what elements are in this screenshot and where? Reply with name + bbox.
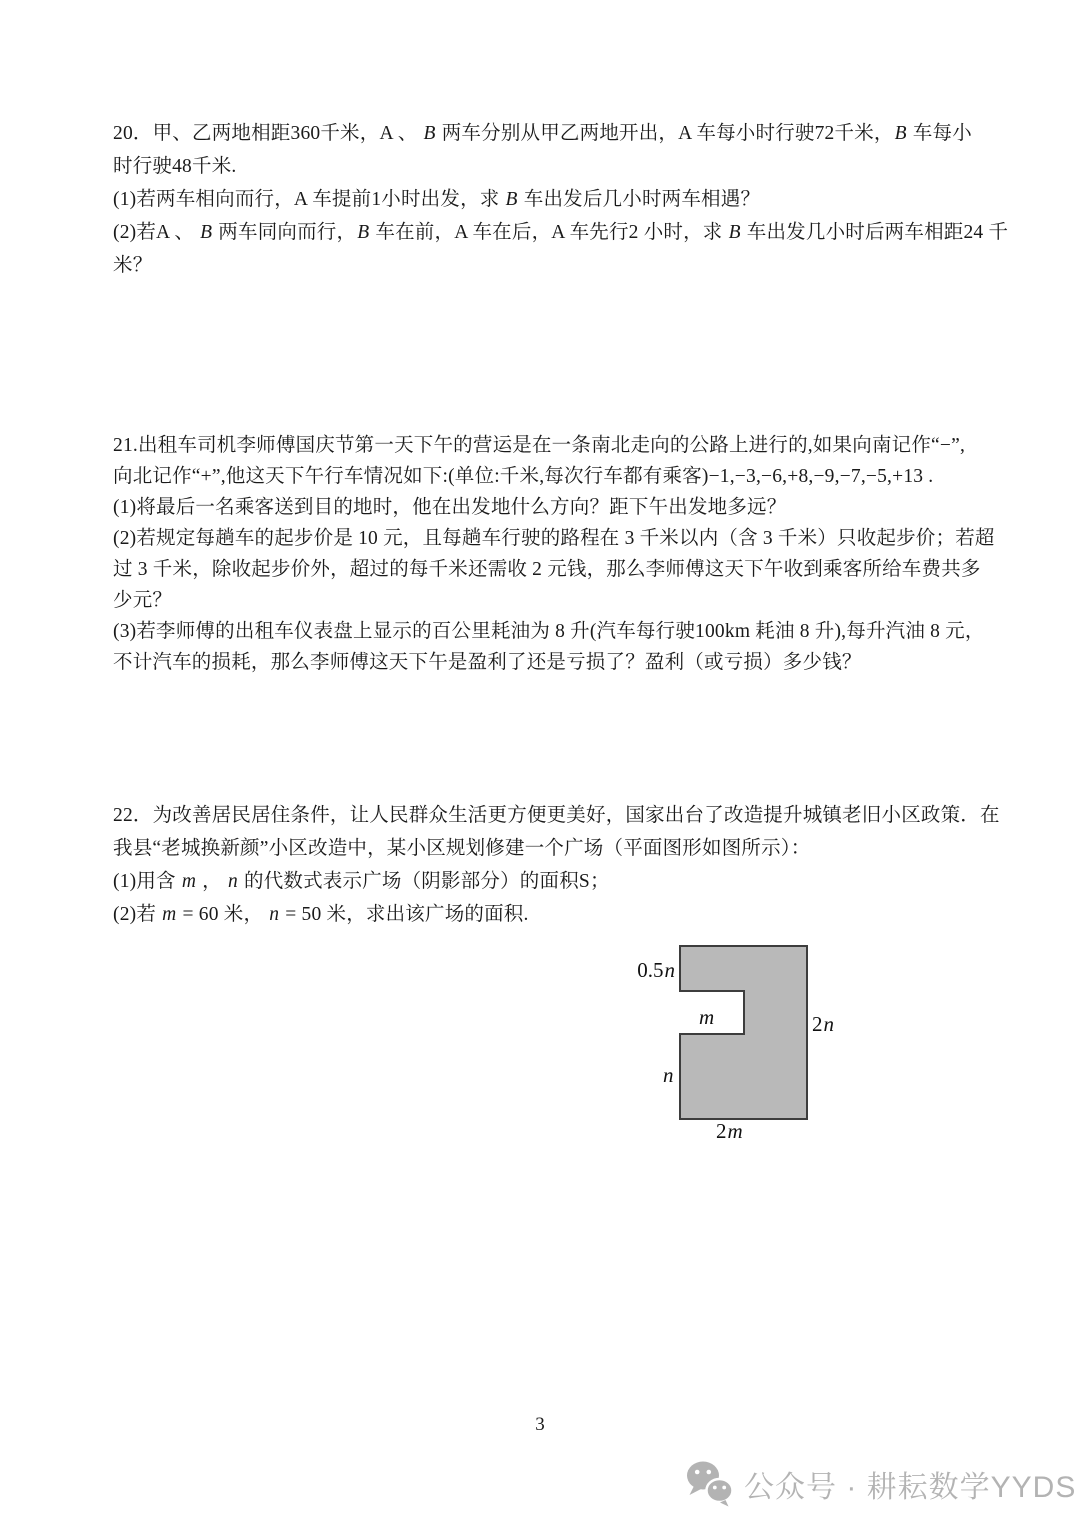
watermark [685, 1459, 1076, 1509]
problem-20-line-5: 米？ [113, 255, 153, 276]
problem-22 [113, 799, 1000, 931]
problem-20-line-4: (2)若A 、 B 两车同向而行，B 车在前，A 车在后，A 车先行2 小时，求 B 车出发几小时后两车相距24 千 [113, 222, 1009, 243]
figure-label-bottom: 2m [716, 1119, 743, 1143]
plaza-shape [678, 944, 809, 1121]
problem-21-line-2: 向北记作“+”,他这天下午行车情况如下:(单位:千米,每次行车都有乘客)−1,−3,−6,+8,−9,−7,−5,+13 . [113, 466, 934, 487]
problem-22-line-3: (1)用含 m ， n 的代数式表示广场（阴影部分）的面积S； [113, 871, 610, 892]
problem-20-line-1: 20．甲、乙两地相距360千米，A 、 B 两车分别从甲乙两地开出，A 车每小时行驶72千米，B 车每小 [113, 123, 972, 144]
page-number: 3 [535, 1414, 545, 1435]
problem-22-line-2: 我县“老城换新颜”小区改造中，某小区规划修建一个广场（平面图形如图所示）： [113, 838, 811, 859]
problem-21-line-4: (2)若规定每趟车的起步价是 10 元，且每趟车行驶的路程在 3 千米以内（含 3 千米）只收起步价；若超 [113, 528, 995, 549]
problem-21-line-3: (1)将最后一名乘客送到目的地时，他在出发地什么方向？距下午出发地多远？ [113, 497, 787, 518]
problem-21-line-1: 21.出租车司机李师傅国庆节第一天下午的营运是在一条南北走向的公路上进行的,如果向南记作“−”, [113, 435, 966, 456]
problem-21-line-5: 过 3 千米，除收起步价外，超过的每千米还需收 2 元钱，那么李师傅这天下午收到乘客所给车费共多 [113, 559, 981, 580]
problem-20 [113, 117, 1009, 282]
problem-21-line-7: (3)若李师傅的出租车仪表盘上显示的百公里耗油为 8 升(汽车每行驶100km 耗油 8 升),每升汽油 8 元， [113, 621, 985, 642]
problem-21-line-6: 少元？ [113, 590, 173, 611]
figure-label-notch-width: m [699, 1005, 715, 1029]
problem-22-line-4: (2)若 m = 60 米， n = 50 米，求出该广场的面积. [113, 904, 529, 925]
problem-21-line-8: 不计汽车的损耗，那么李师傅这天下午是盈利了还是亏损了？盈利（或亏损）多少钱？ [113, 652, 862, 673]
figure-label-top-left: 0.5n [637, 958, 675, 982]
problem-21 [113, 430, 995, 678]
problem-20-line-3: (1)若两车相向而行，A 车提前1小时出发，求 B 车出发后几小时两车相遇？ [113, 189, 761, 210]
problem-20-line-2: 时行驶48千米. [113, 156, 237, 177]
figure-label-left-lower: n [663, 1063, 674, 1087]
watermark-text: 公众号 · 耕耘数学YYDS [744, 1471, 1077, 1504]
figure-label-right-side: 2n [812, 1012, 834, 1036]
wechat-icon [685, 1459, 735, 1509]
problem-22-line-1: 22．为改善居民居住条件，让人民群众生活更方便更美好，国家出台了改造提升城镇老旧小区政策．在 [113, 805, 1000, 826]
